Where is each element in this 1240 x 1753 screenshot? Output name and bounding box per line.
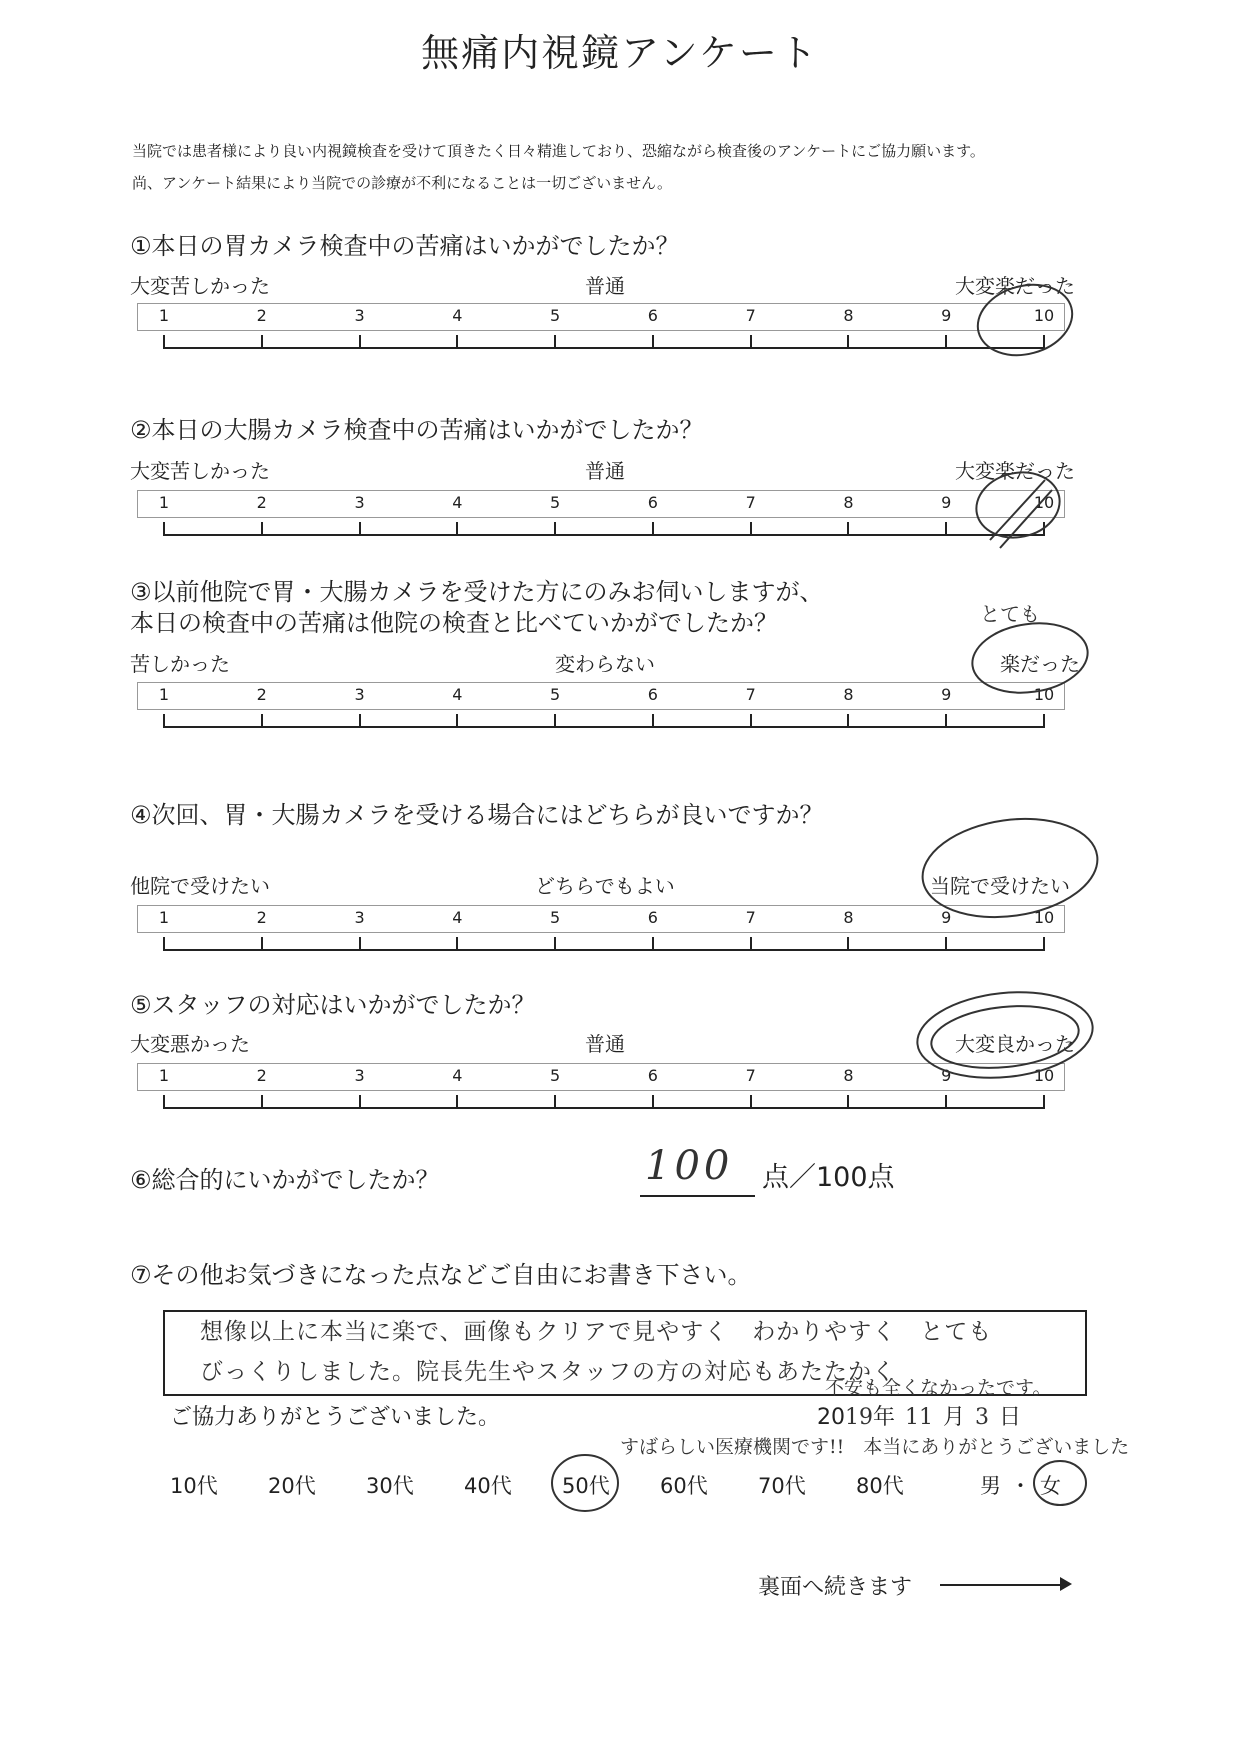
age-option-10s[interactable]: 10代 — [170, 1474, 218, 1498]
q5-right-label: 大変良かった — [955, 1032, 1075, 1056]
age-selection-circle — [552, 1455, 618, 1511]
q3-answer-circle — [968, 616, 1092, 699]
age-option-50s[interactable]: 50代 — [562, 1474, 610, 1498]
scale-number-8[interactable]: 8 — [843, 493, 854, 512]
scale-number-7[interactable]: 7 — [745, 908, 756, 927]
scale-number-9[interactable]: 9 — [941, 306, 952, 325]
q2-right-label: 大変楽だった — [955, 459, 1075, 483]
scale-number-9[interactable]: 9 — [941, 1066, 952, 1085]
question-1: ①本日の胃カメラ検査中の苦痛はいかがでしたか？ — [130, 232, 680, 260]
scale-number-4[interactable]: 4 — [452, 685, 463, 704]
q3-right-label: 楽だった — [1000, 652, 1080, 676]
score-suffix: 点／100点 — [762, 1162, 895, 1193]
scale-number-2[interactable]: 2 — [256, 306, 267, 325]
comment-line-4: すばらしい医療機関です!! 本当にありがとうございました — [620, 1436, 1130, 1458]
q2-left-label: 大変苦しかった — [130, 459, 270, 483]
scale-number-10[interactable]: 10 — [1033, 908, 1055, 927]
gender-option-male[interactable]: 男 — [980, 1474, 1001, 1498]
q5-left-label: 大変悪かった — [130, 1032, 250, 1056]
q5-answer-circle-outer — [913, 984, 1097, 1086]
date-month: 11 — [905, 1405, 934, 1430]
scale-number-1[interactable]: 1 — [158, 908, 170, 927]
q4-left-label: 他院で受けたい — [130, 874, 270, 898]
date-day: 3 — [975, 1405, 990, 1430]
scale-number-5[interactable]: 5 — [550, 306, 561, 325]
q4-mid-label: どちらでもよい — [535, 874, 675, 898]
date-year: 19 — [845, 1405, 873, 1430]
question-5: ⑤スタッフの対応はいかがでしたか？ — [130, 991, 536, 1019]
scale-number-10[interactable]: 10 — [1033, 306, 1055, 325]
gender-separator: ・ — [1010, 1474, 1031, 1498]
q2-mid-label: 普通 — [585, 459, 625, 483]
question-4: ④次回、胃・大腸カメラを受ける場合にはどちらが良いですか？ — [130, 801, 824, 829]
scale-number-9[interactable]: 9 — [941, 908, 952, 927]
scale-number-4[interactable]: 4 — [452, 306, 463, 325]
scale-number-2[interactable]: 2 — [256, 493, 267, 512]
question-7: ⑦その他お気づきになった点などご自由にお書き下さい。 — [130, 1261, 752, 1289]
scale-number-3[interactable]: 3 — [354, 908, 365, 927]
scale-number-5[interactable]: 5 — [550, 1066, 561, 1085]
page-title: 無痛内視鏡アンケート — [421, 31, 819, 75]
q1-answer-circle — [970, 275, 1080, 366]
scale-number-7[interactable]: 7 — [745, 685, 756, 704]
scale-number-10[interactable]: 10 — [1033, 493, 1055, 512]
scale-number-1[interactable]: 1 — [158, 306, 170, 325]
comment-line-1: 想像以上に本当に楽で、画像もクリアで見やすく わかりやすく とても — [200, 1319, 993, 1345]
q2-answer-circle — [970, 465, 1065, 545]
scale-number-7[interactable]: 7 — [745, 1066, 756, 1085]
age-option-30s[interactable]: 30代 — [366, 1474, 414, 1498]
scale-number-6[interactable]: 6 — [647, 908, 658, 927]
scale-number-6[interactable]: 6 — [647, 1066, 658, 1085]
age-option-70s[interactable]: 70代 — [758, 1474, 806, 1498]
day-label: 日 — [999, 1405, 1022, 1430]
age-option-20s[interactable]: 20代 — [268, 1474, 316, 1498]
q4-right-label: 当院で受けたい — [930, 874, 1070, 898]
question-3-line-2: 本日の検査中の苦痛は他院の検査と比べていかがでしたか？ — [130, 609, 778, 637]
scale-number-1[interactable]: 1 — [158, 493, 170, 512]
scale-number-3[interactable]: 3 — [354, 1066, 365, 1085]
scale-number-6[interactable]: 6 — [647, 493, 658, 512]
intro-line-2: 尚、アンケート結果により当院での診療が不利になることは一切ございません。 — [132, 174, 673, 192]
q1-right-label: 大変楽だった — [955, 274, 1075, 298]
month-label: 月 — [943, 1405, 966, 1430]
scale-number-9[interactable]: 9 — [941, 493, 952, 512]
question-2: ②本日の大腸カメラ検査中の苦痛はいかがでしたか？ — [130, 416, 704, 444]
scale-number-3[interactable]: 3 — [354, 306, 365, 325]
scale-number-2[interactable]: 2 — [256, 908, 267, 927]
q3-handwritten-note: とても — [980, 602, 1040, 626]
q4-answer-circle — [916, 808, 1104, 928]
scale-number-10[interactable]: 10 — [1033, 1066, 1055, 1085]
scale-number-7[interactable]: 7 — [745, 493, 756, 512]
thanks-text: ご協力ありがとうございました。 — [170, 1405, 501, 1430]
scale-number-6[interactable]: 6 — [647, 306, 658, 325]
scale-number-5[interactable]: 5 — [550, 908, 561, 927]
q3-mid-label: 変わらない — [555, 652, 655, 676]
total-score-value[interactable]: 100 — [645, 1143, 734, 1189]
q5-mid-label: 普通 — [585, 1032, 625, 1056]
continue-text: 裏面へ続きます — [758, 1575, 913, 1600]
comment-line-2: びっくりしました。院長先生やスタッフの方の対応もあたたかく — [200, 1359, 896, 1385]
age-option-80s[interactable]: 80代 — [856, 1474, 904, 1498]
scale-number-2[interactable]: 2 — [256, 685, 267, 704]
scale-number-4[interactable]: 4 — [452, 1066, 463, 1085]
question-6: ⑥総合的にいかがでしたか？ — [130, 1166, 440, 1194]
scale-number-10[interactable]: 10 — [1033, 685, 1055, 704]
scale-number-5[interactable]: 5 — [550, 493, 561, 512]
date-prefix: 20 — [817, 1405, 845, 1430]
gender-selection-circle — [1034, 1461, 1086, 1505]
scale-number-4[interactable]: 4 — [452, 493, 463, 512]
q3-left-label: 苦しかった — [130, 652, 230, 676]
q1-left-label: 大変苦しかった — [130, 274, 270, 298]
scale-number-6[interactable]: 6 — [647, 685, 658, 704]
q1-mid-label: 普通 — [585, 274, 625, 298]
scale-number-3[interactable]: 3 — [354, 685, 365, 704]
scale-number-8[interactable]: 8 — [843, 685, 854, 704]
scale-number-4[interactable]: 4 — [452, 908, 463, 927]
scale-number-1[interactable]: 1 — [158, 685, 170, 704]
scale-number-9[interactable]: 9 — [941, 685, 952, 704]
scale-number-1[interactable]: 1 — [158, 1066, 170, 1085]
scale-number-7[interactable]: 7 — [745, 306, 756, 325]
comment-line-3: 不安も全くなかったです。 — [825, 1377, 1052, 1399]
scale-number-2[interactable]: 2 — [256, 1066, 267, 1085]
scale-number-8[interactable]: 8 — [843, 306, 854, 325]
scale-number-8[interactable]: 8 — [843, 908, 854, 927]
year-label: 年 — [873, 1405, 896, 1430]
age-option-40s[interactable]: 40代 — [464, 1474, 512, 1498]
gender-option-female[interactable]: 女 — [1040, 1474, 1061, 1498]
age-option-60s[interactable]: 60代 — [660, 1474, 708, 1498]
question-3-line-1: ③以前他院で胃・大腸カメラを受けた方にのみお伺いしますが、 — [130, 578, 824, 606]
scale-number-3[interactable]: 3 — [354, 493, 365, 512]
scale-number-5[interactable]: 5 — [550, 685, 561, 704]
scale-number-8[interactable]: 8 — [843, 1066, 854, 1085]
intro-line-1: 当院では患者様により良い内視鏡検査を受けて頂きたく日々精進しており、恐縮ながら検査後のアンケートにご協力願います。 — [132, 142, 985, 160]
